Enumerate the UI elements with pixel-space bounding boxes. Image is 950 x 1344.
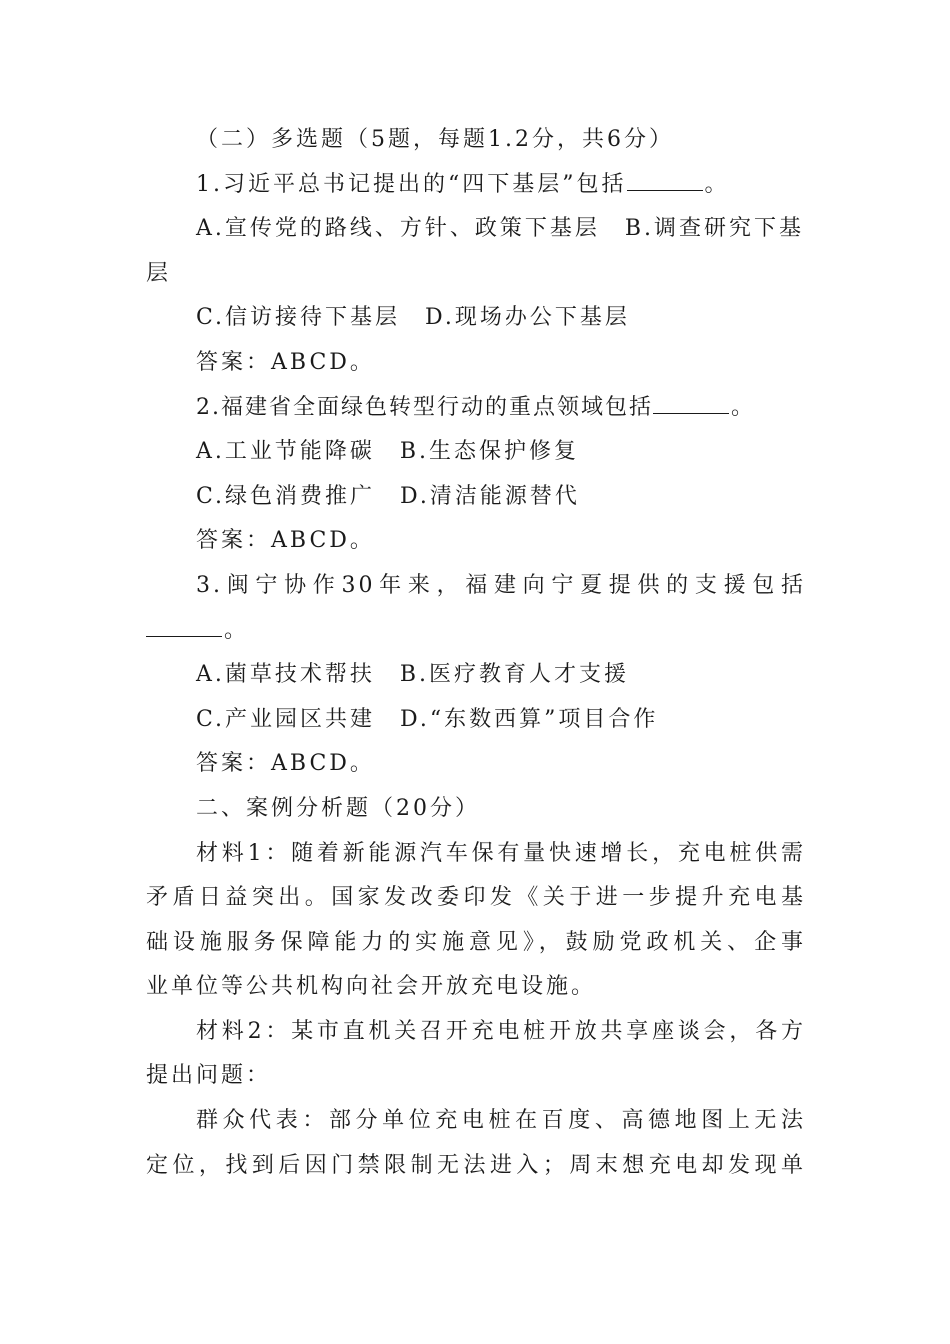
multi-choice-heading: （二）多选题（5题，每题1.2分，共6分） xyxy=(196,127,674,152)
question-3-answer-blank xyxy=(146,610,222,637)
question-1-options-line-1: A.宣传党的路线、方针、政策下基层 B.调查研究下基 xyxy=(196,216,805,242)
material-1-line-3: 础设施服务保障能力的实施意见》，鼓励党政机关、企事 xyxy=(146,929,806,955)
question-3-stem: 3.闽宁协作30年来，福建向宁夏提供的支援包括 xyxy=(196,572,806,598)
question-1-options-line-1-continued: 层 xyxy=(146,260,172,286)
question-1-stem-text: 1.习近平总书记提出的“四下基层”包括 xyxy=(196,171,627,197)
question-1-options-line-2: C.信访接待下基层 D.现场办公下基层 xyxy=(196,305,630,331)
question-3-answer: 答案：ABCD。 xyxy=(196,751,375,777)
document-body xyxy=(146,118,806,1188)
question-3-stem-continued xyxy=(146,609,806,654)
material-1-line-1: 材料1：随着新能源汽车保有量快速增长，充电桩供需 xyxy=(196,840,806,866)
question-1-stem-end: 。 xyxy=(704,171,730,197)
material-1-line-4: 业单位等公共机构向社会开放充电设施。 xyxy=(146,974,597,1000)
question-3-stem-end: 。 xyxy=(224,617,250,643)
question-2-answer: 答案：ABCD。 xyxy=(196,528,375,554)
question-2-options-line-1: A.工业节能降碳 B.生态保护修复 xyxy=(196,439,580,465)
public-representative-line-2: 定位，找到后因门禁限制无法进入；周末想充电却发现单 xyxy=(146,1152,806,1178)
material-1-line-2: 矛盾日益突出。国家发改委印发《关于进一步提升充电基 xyxy=(146,885,806,911)
question-2-stem-text: 2.福建省全面绿色转型行动的重点领域包括 xyxy=(196,394,653,420)
question-2-answer-blank xyxy=(653,387,729,414)
question-2-options-line-2: C.绿色消费推广 D.清洁能源替代 xyxy=(196,483,580,509)
public-representative-line-1: 群众代表：部分单位充电桩在百度、高德地图上无法 xyxy=(196,1108,806,1134)
question-2-stem xyxy=(146,386,806,431)
material-2-line-1: 材料2：某市直机关召开充电桩开放共享座谈会，各方 xyxy=(196,1018,806,1044)
question-1-answer: 答案：ABCD。 xyxy=(196,349,375,375)
question-2-stem-end: 。 xyxy=(731,394,756,420)
question-1-answer-blank xyxy=(627,164,703,191)
material-2-line-2: 提出问题： xyxy=(146,1063,272,1089)
question-3-options-line-1: A.菌草技术帮扶 B.医疗教育人才支援 xyxy=(196,662,630,688)
case-analysis-heading: 二、案例分析题（20分） xyxy=(196,795,480,821)
question-1-stem xyxy=(146,163,806,208)
question-3-options-line-2: C.产业园区共建 D.“东数西算”项目合作 xyxy=(196,706,659,732)
